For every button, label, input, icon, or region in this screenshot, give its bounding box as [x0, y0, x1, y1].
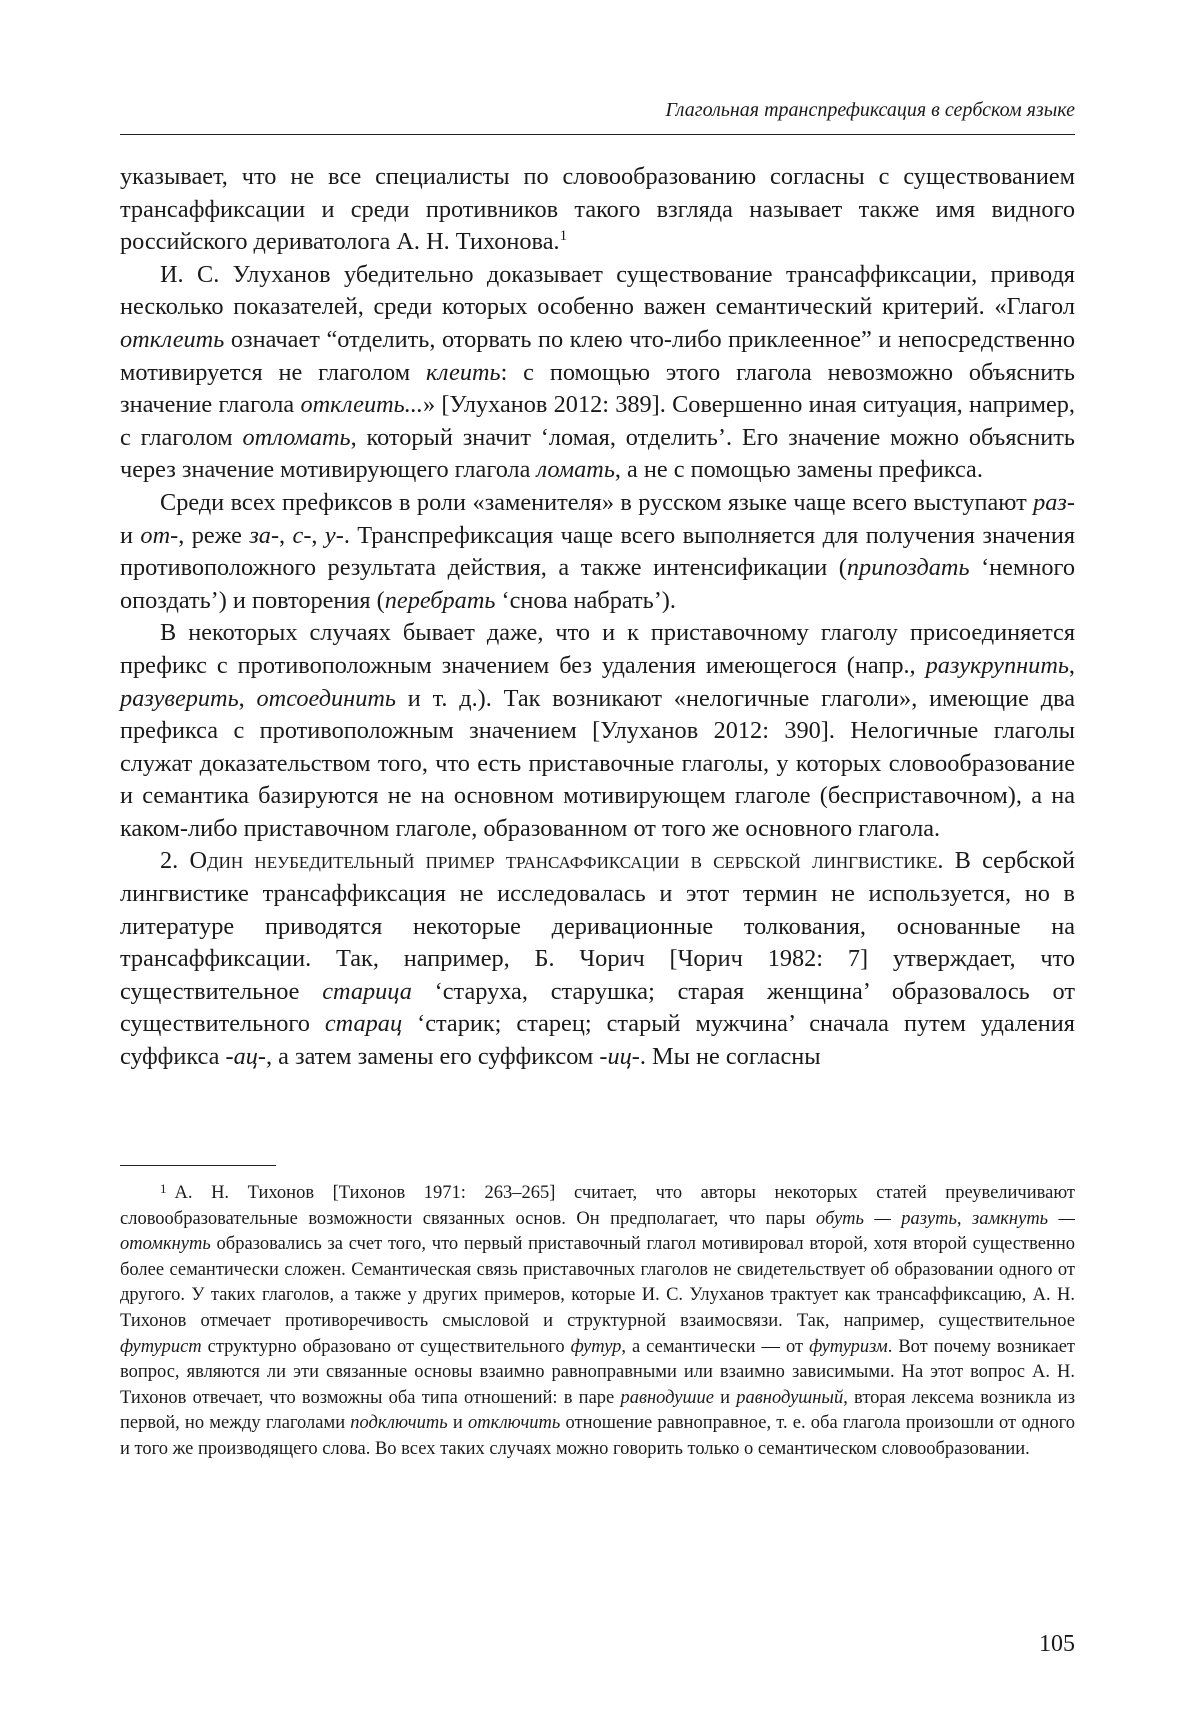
italic-term: старица: [322, 977, 412, 1005]
text-run: образовались за счет того, что первый приставочный глагол мотивировал второй, хотя второй существенно более семантически сложен. Семантическая связь приставочных глаголов не свидетельствует об образовании одного от другого. У таких глаголов, а также у других примеров, которые И. С. Улуханов трактует как трансаффиксацию, А. Н. Тихонов отмечает противоречивость смысловой и структурной взаимосвязи. Так, например, существительное: [120, 1234, 1075, 1331]
text-run: и т. д.). Так возникают «нелогичные глаголи», имеющие два префикса с противоположным значением [Улуханов 2012: 390]. Нелогичные глаголы служат доказательством того, что есть приставочные глаголы, у которых словообразование и семантика базируются не на основном мотивирующем глаголе (бесприставочном), а на каком-либо приставочном глаголе, образованном от того же основного глагола.: [120, 684, 1075, 842]
text-run: . Транспрефиксация чаще всего выполняется для получения значения противоположного результата действия, а также интенсификации (: [120, 521, 1075, 582]
text-run: означает “отделить, оторвать по клею что-либо приклеенное” и непосредственно мотивируется не глаголом: [120, 325, 1075, 386]
section-heading: 2. Один неубедительный пример трансаффиксации в сербской лингвистике.: [160, 847, 944, 875]
paragraph-1: [120, 161, 1075, 259]
italic-term: футурист: [120, 1336, 202, 1357]
text-run: ‘немного опоздать’) и повторения (: [120, 554, 1075, 614]
text-run: Среди всех префиксов в роли «заменителя» в русском языке чаще всего выступают: [160, 488, 1034, 516]
text-run: В некоторых случаях бывает даже, что и к приставочному глаголу присоединяется префикс с противоположным значением без удаления имеющегося (напр.,: [120, 619, 1075, 679]
italic-term: -иц-: [599, 1043, 640, 1071]
text-run: и: [447, 1413, 468, 1434]
text-run: указывает, что не все специалисты по словообразованию согласны с существованием трансаффиксации и среди противников такого взгляда называет также имя видного российского дериватолога А. Н. Тихонова.: [120, 163, 1075, 256]
text-run: ,: [956, 1208, 972, 1229]
text-run: , а не с помощью замены префикса.: [614, 456, 983, 484]
italic-term: отклеить: [120, 325, 225, 353]
paragraph-3: [120, 487, 1075, 617]
text-run: , а семантически — от: [621, 1336, 810, 1357]
italic-term: равнодушие: [620, 1387, 714, 1408]
text-run: ‘снова набрать’).: [495, 586, 676, 614]
italic-term: равнодушный: [736, 1387, 844, 1408]
italic-term: замкнуть — отомкнуть: [120, 1208, 1076, 1255]
footnote-1: [120, 1176, 1075, 1463]
header-rule: [120, 134, 1075, 135]
italic-term: подключить: [350, 1413, 448, 1434]
text-run: , а затем замены его суффиксом: [265, 1043, 600, 1071]
italic-term: футуризм: [809, 1336, 888, 1357]
text-run: структурно образовано от существительного: [201, 1336, 571, 1357]
paragraph-4: [120, 617, 1075, 845]
footnote-mark: 1: [160, 1181, 167, 1196]
text-run: и: [120, 521, 141, 549]
text-run: отношение равноправное, т. е. оба глагола произошли от одного и того же производящего слова. Во всех таких случаях можно говорить только о семантическом словообразовании.: [120, 1413, 1075, 1459]
italic-term: отключить: [467, 1413, 561, 1434]
italic-term: ломать: [536, 456, 615, 484]
italic-term: клеить: [425, 358, 501, 386]
page-number: 105: [1039, 1631, 1075, 1657]
italic-term: от-: [140, 521, 179, 549]
italic-term: разуверить: [120, 684, 239, 712]
italic-term: раз-: [1033, 488, 1075, 516]
text-run: и: [713, 1387, 737, 1408]
italic-term: у-: [324, 521, 344, 549]
italic-term: футур: [570, 1336, 622, 1357]
text-run: ,: [1068, 651, 1075, 679]
italic-term: припоздать: [846, 554, 970, 582]
paragraph-5: [120, 845, 1075, 1073]
text-run: » [Улуханов 2012: 389]. Совершенно иная ситуация, например, с глаголом: [120, 391, 1075, 451]
running-header: Глагольная транспрефиксация в сербском языке: [665, 99, 1075, 121]
text-run: В сербской лингвистике трансаффиксация не исследовалась и этот термин не используется, но в литературе приводятся некоторые деривационные толкования, основанные на трансаффиксации. Так, например, Б. Чорич [Чорич 1982: 7] утверждает, что существительное: [120, 847, 1075, 1005]
italic-term: перебрать: [384, 586, 496, 614]
text-run: , вторая лексема возникла из первой, но между глаголами: [120, 1387, 1075, 1434]
footnote-ref: 1: [559, 228, 568, 245]
italic-term: -ац-: [225, 1043, 266, 1071]
text-run: ,: [311, 521, 325, 549]
text-run: ‘старуха, старушка; старая женщина’ образовалось от существительного: [120, 977, 1075, 1038]
footnote-rule: [120, 1165, 276, 1166]
italic-term: за-: [249, 521, 280, 549]
italic-term: отсоединить: [256, 684, 396, 712]
italic-term: отклеить...: [300, 391, 423, 419]
text-run: ,: [279, 521, 293, 549]
italic-term: с-: [292, 521, 312, 549]
italic-term: разукрупнить: [925, 651, 1069, 679]
main-text: [120, 161, 1075, 1074]
italic-term: старац: [324, 1010, 403, 1038]
italic-term: обуть — разуть: [815, 1208, 957, 1229]
text-run: И. С. Улуханов убедительно доказывает существование трансаффиксации, приводя несколько показателей, среди которых особенно важен семантический критерий. «Глагол: [120, 260, 1075, 321]
text-run: ‘старик; старец; старый мужчина’ сначала путем удаления суффикса: [120, 1010, 1075, 1071]
text-run: А. Н. Тихонов [Тихонов 1971: 263–265] считает, что авторы некоторых статей преувеличивают словообразовательные возможности связанных основ. Он предполагает, что пары: [120, 1183, 1075, 1229]
text-run: . Вот почему возникает вопрос, являются ли эти связанные основы взаимно равноправными или взаимно зависимыми. На этот вопрос А. Н. Тихонов отвечает, что возможны оба типа отношений: в паре: [120, 1336, 1075, 1408]
paragraph-2: [120, 259, 1075, 487]
text-run: , который значит ‘ломая, отделить’. Его значение можно объяснить через значение мотивирующего глагола: [120, 423, 1075, 484]
text-run: . Мы не согласны: [639, 1043, 821, 1071]
italic-term: отломать: [242, 423, 351, 451]
text-run: : с помощью этого глагола невозможно объяснить значение глагола: [120, 358, 1075, 419]
text-run: ,: [238, 684, 257, 712]
text-run: , реже: [178, 521, 250, 549]
